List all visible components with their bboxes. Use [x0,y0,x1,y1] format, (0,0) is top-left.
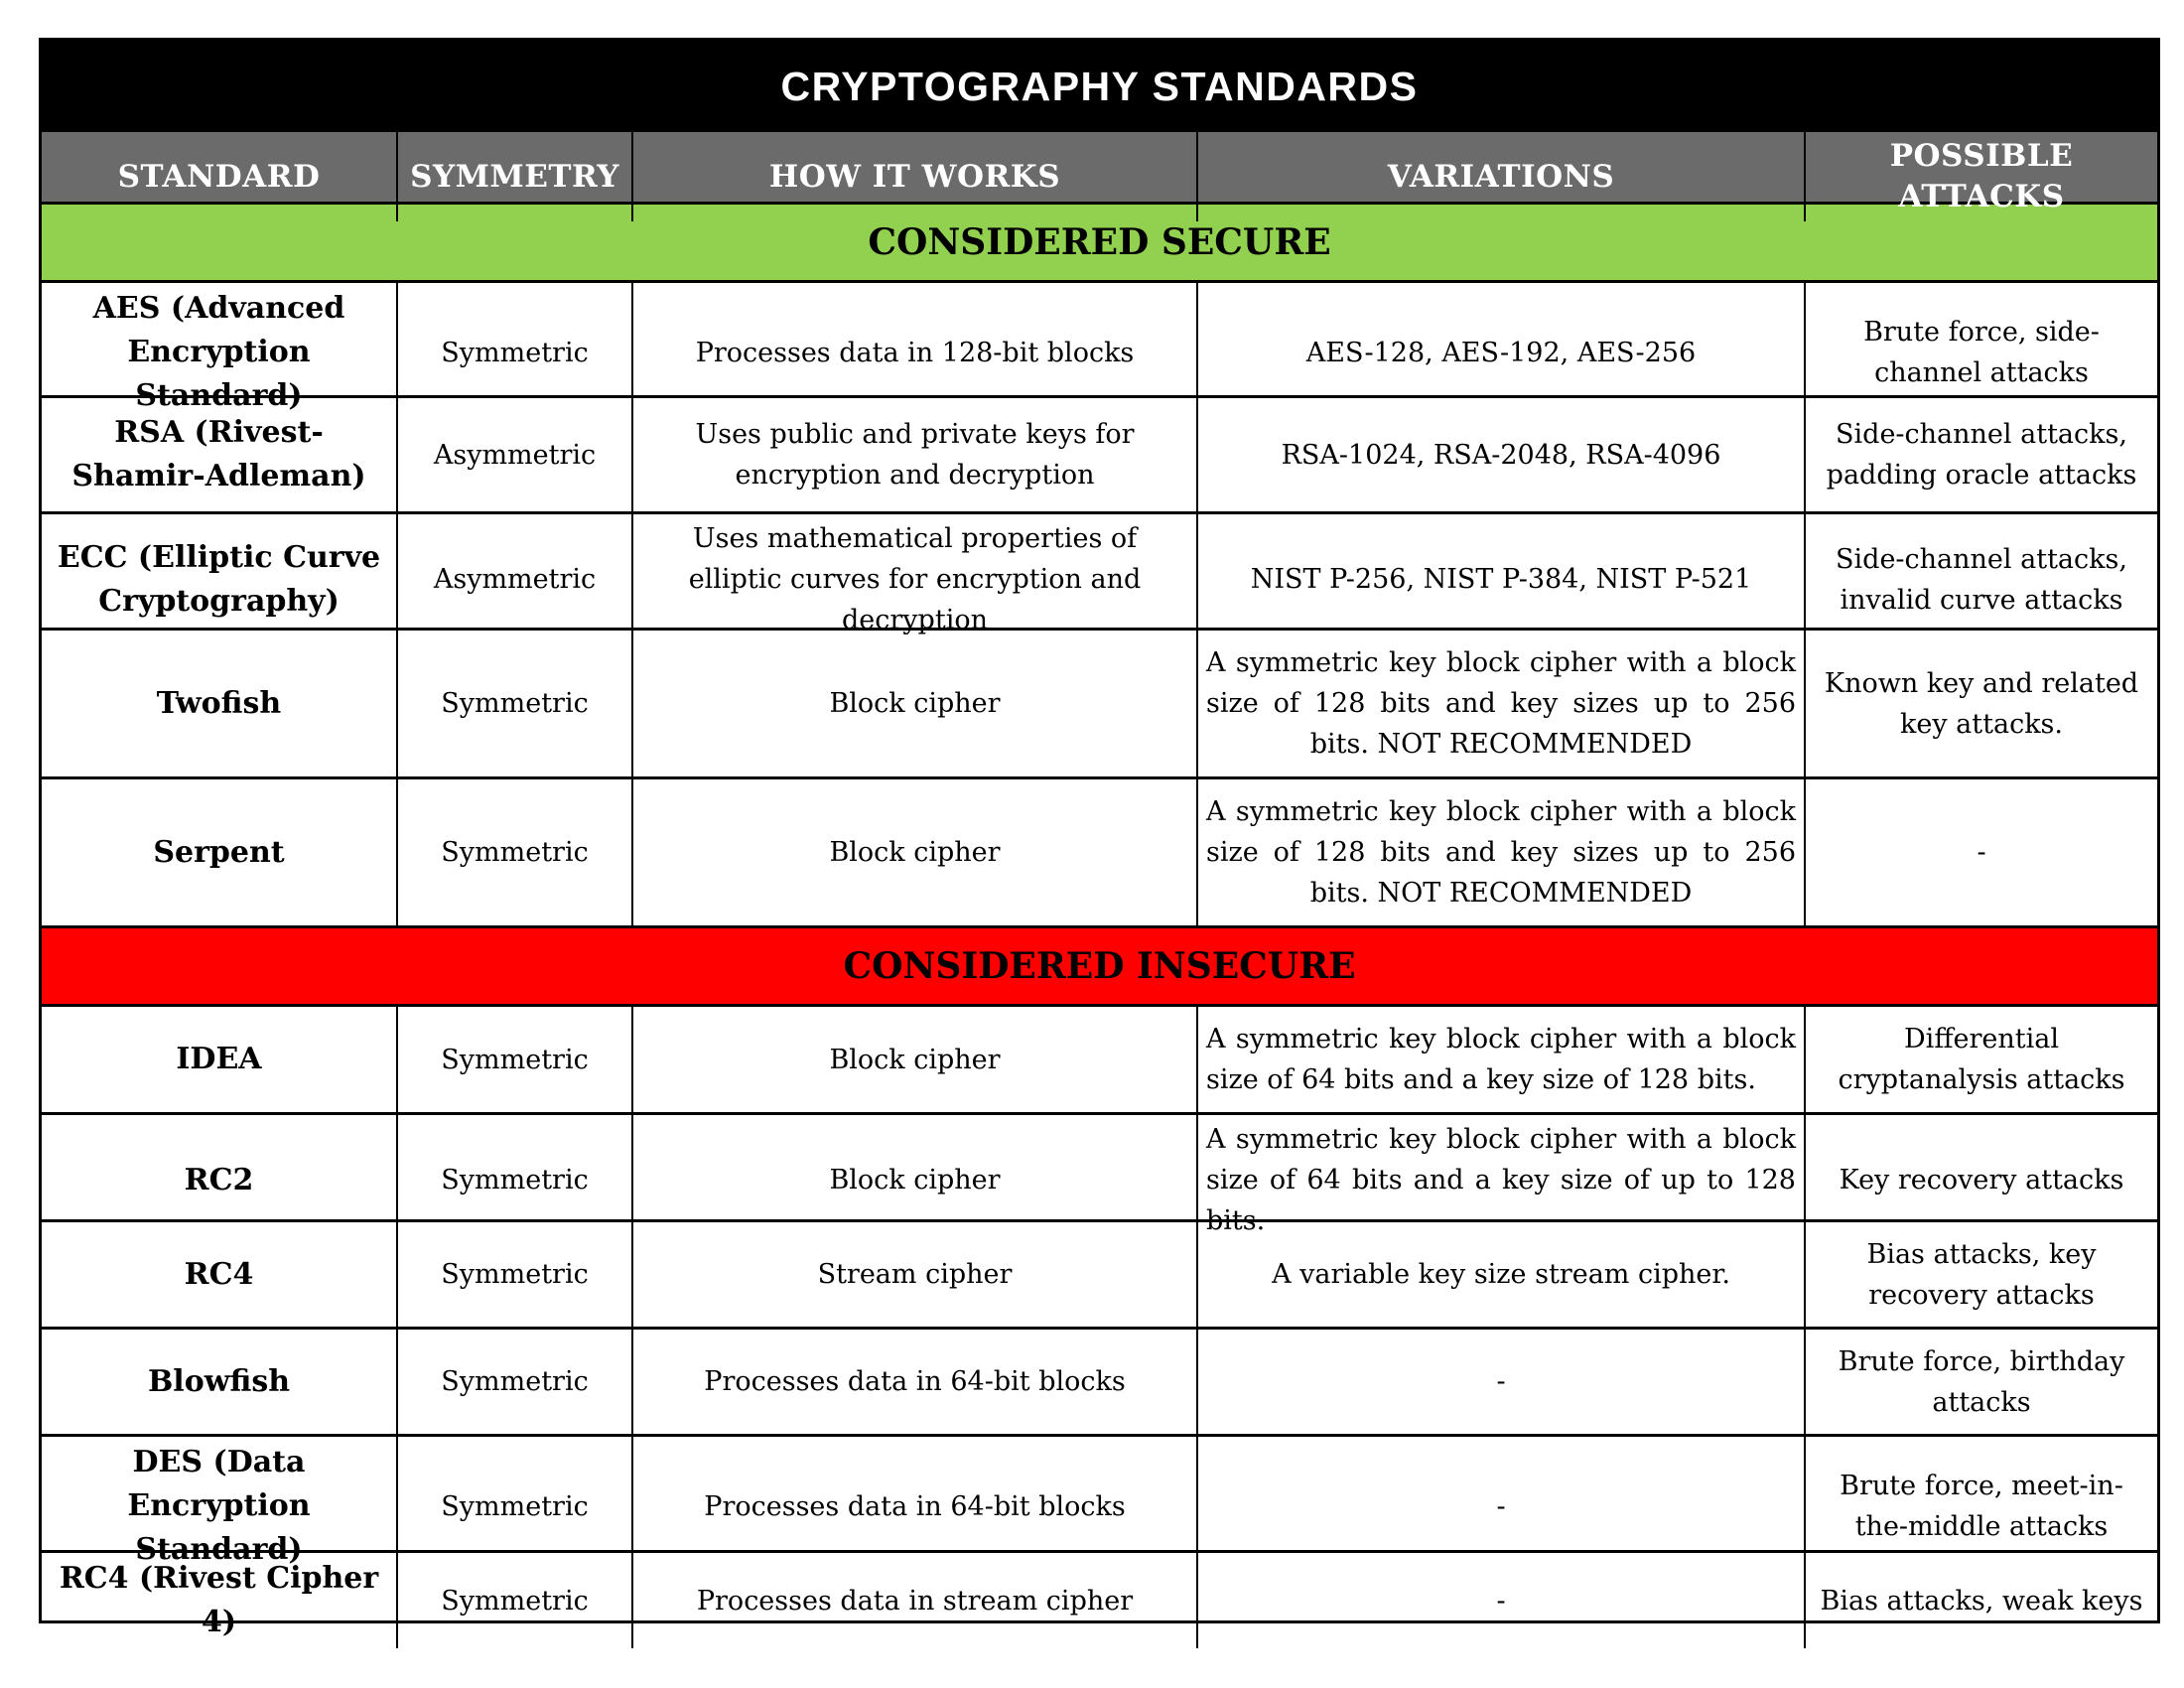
cell-variations: AES-128, AES-192, AES-256 [1196,283,1804,422]
cell-standard: Serpent [153,834,285,870]
table-row [42,395,2157,511]
cell-standard: Twofish [156,685,282,721]
cell-variations: - [1196,1553,1804,1648]
cell-variations: NIST P-256, NIST P-384, NIST P-521 [1196,514,1804,644]
cell-symmetry: Symmetric [396,1007,631,1112]
table-row [42,1004,2157,1112]
cell-attacks: Side-channel attacks, padding oracle attacks [1804,398,2157,511]
table-row [42,776,2157,925]
table-row [42,511,2157,635]
cell-attacks: Brute force, meet-in-the-middle attacks [1804,1437,2157,1576]
table-row [42,1434,2157,1567]
table-row [42,1112,2157,1236]
cell-variations: - [1196,1330,1804,1434]
cell-how: Uses public and private keys for encryption and decryption [631,398,1196,511]
cell-attacks: Brute force, birthday attacks [1804,1330,2157,1434]
header-row [42,132,2157,214]
col-header-symmetry: SYMMETRY [396,132,631,221]
col-header-standard: STANDARD [117,158,321,195]
cell-symmetry: Asymmetric [396,398,631,511]
cell-standard: RSA (Rivest-Shamir-Adleman) [71,415,366,493]
col-header-possible-attacks: POSSIBLE ATTACKS [1804,132,2157,221]
cell-symmetry: Symmetric [396,1115,631,1245]
cell-how: Block cipher [631,779,1196,925]
table-row [42,1219,2157,1327]
table-title: CRYPTOGRAPHY STANDARDS [42,41,2157,132]
cell-standard: ECC (Elliptic Curve Cryptography) [57,539,381,619]
cell-how: Block cipher [631,631,1196,776]
cell-standard: RC2 [184,1162,254,1197]
cell-symmetry: Symmetric [396,283,631,422]
cell-symmetry: Asymmetric [396,514,631,644]
cell-attacks: Differential cryptanalysis attacks [1804,1007,2157,1112]
table-row [42,1550,2157,1639]
cell-how: Uses mathematical properties of elliptic curves for encryption and decryption [631,514,1196,644]
table-row [42,1327,2157,1434]
cell-symmetry: Symmetric [396,1553,631,1648]
cell-standard: RC4 [184,1256,254,1292]
cell-how: Processes data in 64-bit blocks [631,1437,1196,1576]
cell-attacks: Key recovery attacks [1804,1115,2157,1245]
cell-variations: A symmetric key block cipher with a block size of 128 bits and key sizes up to 256 bits. NOT RECOMMENDED [1196,631,1804,776]
cell-attacks: Side-channel attacks, invalid curve attacks [1804,514,2157,644]
cell-attacks: - [1804,779,2157,925]
cell-attacks: Brute force, side-channel attacks [1804,283,2157,422]
cell-standard: AES (Advanced Encryption Standard) [92,291,345,413]
cell-how: Processes data in 128-bit blocks [631,283,1196,422]
cell-standard: Blowfish [147,1363,291,1399]
cell-how: Processes data in 64-bit blocks [631,1330,1196,1434]
cell-symmetry: Symmetric [396,779,631,925]
cell-variations: RSA-1024, RSA-2048, RSA-4096 [1196,398,1804,511]
table-row [42,280,2157,413]
table-row [42,628,2157,776]
cell-variations: - [1196,1437,1804,1576]
cell-symmetry: Symmetric [396,1330,631,1434]
cell-symmetry: Symmetric [396,631,631,776]
col-header-how-it-works: HOW IT WORKS [631,132,1196,221]
crypto-standards-table [39,38,2160,1639]
cell-variations: A variable key size stream cipher. [1196,1222,1804,1327]
section-secure: CONSIDERED SECURE [42,202,2157,280]
cell-symmetry: Symmetric [396,1437,631,1576]
col-header-variations: VARIATIONS [1196,132,1804,221]
cell-how: Processes data in stream cipher [631,1553,1196,1648]
cell-how: Block cipher [631,1007,1196,1112]
cell-standard: RC4 (Rivest Cipher 4) [59,1561,379,1639]
cell-variations: A symmetric key block cipher with a block size of 64 bits and a key size of up to 128 bits. [1196,1115,1804,1245]
cell-symmetry: Symmetric [396,1222,631,1327]
cell-standard: DES (Data Encryption Standard) [127,1445,311,1567]
cell-attacks: Bias attacks, weak keys [1804,1553,2157,1648]
cell-how: Block cipher [631,1115,1196,1245]
cell-how: Stream cipher [631,1222,1196,1327]
cell-variations: A symmetric key block cipher with a block size of 128 bits and key sizes up to 256 bits. NOT RECOMMENDED [1196,779,1804,925]
section-insecure: CONSIDERED INSECURE [42,925,2157,1004]
cell-standard: IDEA [176,1042,262,1076]
cell-variations: A symmetric key block cipher with a block size of 64 bits and a key size of 128 bits. [1196,1007,1804,1112]
cell-attacks: Known key and related key attacks. [1804,631,2157,776]
cell-attacks: Bias attacks, key recovery attacks [1804,1222,2157,1327]
